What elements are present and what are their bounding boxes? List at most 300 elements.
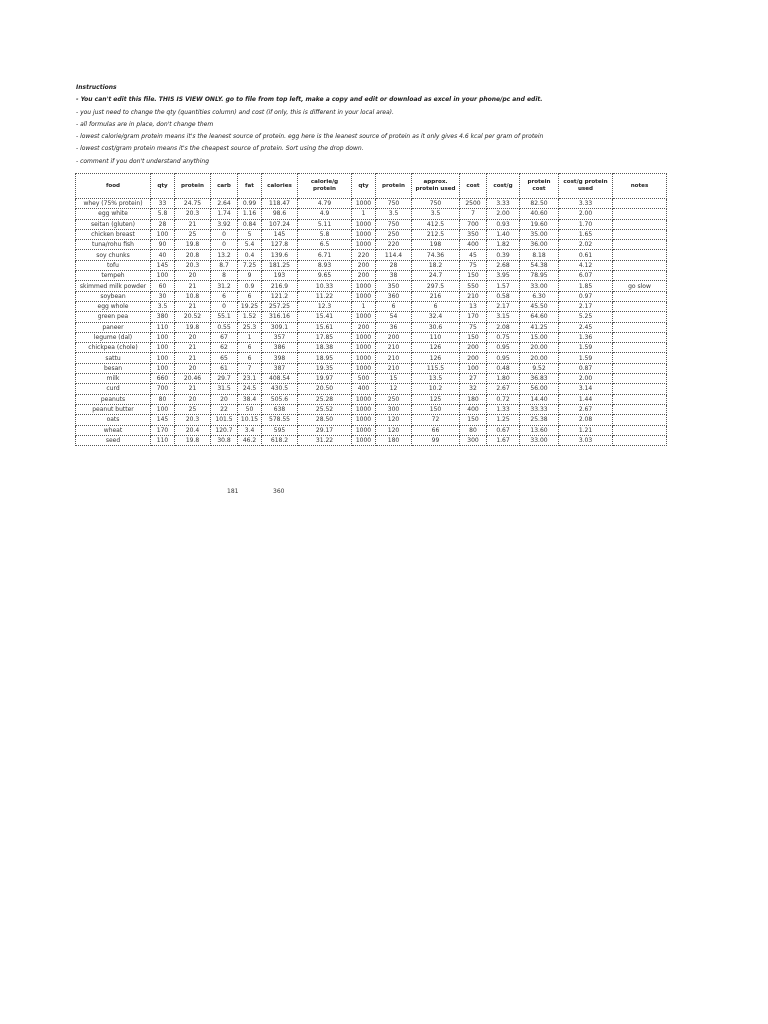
table-cell[interactable]: 25.28 (298, 394, 352, 404)
table-cell[interactable]: 20 (175, 332, 211, 342)
table-cell[interactable]: 74.36 (412, 250, 460, 260)
table-cell[interactable]: 20.8 (175, 250, 211, 260)
table-cell[interactable]: 2.68 (487, 260, 520, 270)
table-cell[interactable]: 0.61 (559, 250, 613, 260)
table-cell[interactable]: 38.4 (238, 394, 262, 404)
table-cell[interactable]: 19.8 (175, 240, 211, 250)
column-header[interactable]: fat (238, 174, 262, 199)
table-cell[interactable]: 0.55 (211, 322, 238, 332)
table-cell[interactable]: 200 (352, 271, 376, 281)
table-cell[interactable]: 100 (151, 271, 175, 281)
table-cell[interactable]: 220 (352, 250, 376, 260)
table-cell[interactable] (613, 353, 667, 363)
column-header[interactable]: cost/g protein used (559, 174, 613, 199)
table-cell[interactable]: 100 (460, 363, 487, 373)
table-cell[interactable] (613, 250, 667, 260)
table-cell[interactable]: 3.92 (211, 219, 238, 229)
table-cell[interactable]: 1000 (352, 312, 376, 322)
table-cell[interactable]: 1000 (352, 394, 376, 404)
table-cell[interactable]: 1 (352, 209, 376, 219)
table-cell[interactable]: tofu (76, 260, 151, 270)
table-cell[interactable]: soybean (76, 291, 151, 301)
table-cell[interactable]: 2.17 (487, 301, 520, 311)
table-cell[interactable]: 2.00 (559, 374, 613, 384)
table-cell[interactable]: 700 (460, 219, 487, 229)
table-cell[interactable]: 0.95 (487, 353, 520, 363)
table-cell[interactable] (613, 291, 667, 301)
table-cell[interactable]: 638 (262, 404, 298, 414)
table-cell[interactable]: 5.8 (298, 229, 352, 239)
table-cell[interactable]: 1.25 (487, 415, 520, 425)
table-cell[interactable]: 400 (460, 240, 487, 250)
table-cell[interactable]: 40 (151, 250, 175, 260)
table-cell[interactable]: 28.50 (298, 415, 352, 425)
table-cell[interactable]: 25 (175, 229, 211, 239)
table-cell[interactable]: 114.4 (376, 250, 412, 260)
table-cell[interactable]: 21 (175, 281, 211, 291)
table-cell[interactable]: soy chunks (76, 250, 151, 260)
table-cell[interactable] (613, 322, 667, 332)
table-cell[interactable]: 9.65 (298, 271, 352, 281)
table-cell[interactable]: 350 (376, 281, 412, 291)
table-cell[interactable]: 19.60 (520, 219, 559, 229)
table-cell[interactable]: 56.00 (520, 384, 559, 394)
table-cell[interactable]: 4.12 (559, 260, 613, 270)
table-cell[interactable]: 62 (211, 343, 238, 353)
table-cell[interactable]: milk (76, 374, 151, 384)
table-cell[interactable]: 1.67 (487, 435, 520, 445)
table-cell[interactable]: 1.52 (238, 312, 262, 322)
table-cell[interactable]: 1.74 (211, 209, 238, 219)
table-cell[interactable]: 5.25 (559, 312, 613, 322)
table-cell[interactable]: 7.25 (238, 260, 262, 270)
table-cell[interactable]: skimmed milk powder (76, 281, 151, 291)
table-cell[interactable]: 216 (412, 291, 460, 301)
table-cell[interactable]: 7 (460, 209, 487, 219)
table-cell[interactable]: 212.5 (412, 229, 460, 239)
table-cell[interactable]: 21 (175, 343, 211, 353)
table-cell[interactable]: 15.00 (520, 332, 559, 342)
table-cell[interactable]: seitan (gluten) (76, 219, 151, 229)
table-cell[interactable]: 1000 (352, 229, 376, 239)
table-cell[interactable] (613, 363, 667, 373)
table-cell[interactable]: 12.3 (298, 301, 352, 311)
table-cell[interactable]: peanuts (76, 394, 151, 404)
table-cell[interactable]: 30.8 (211, 435, 238, 445)
table-cell[interactable]: 0.97 (559, 291, 613, 301)
table-cell[interactable] (613, 332, 667, 342)
table-cell[interactable]: 1000 (352, 343, 376, 353)
table-cell[interactable]: 2.02 (559, 240, 613, 250)
table-cell[interactable]: green pea (76, 312, 151, 322)
table-cell[interactable]: 12 (376, 384, 412, 394)
table-cell[interactable]: 3.5 (412, 209, 460, 219)
table-cell[interactable]: 101.5 (211, 415, 238, 425)
table-cell[interactable]: 110 (412, 332, 460, 342)
table-cell[interactable]: 3.14 (559, 384, 613, 394)
table-cell[interactable]: 357 (262, 332, 298, 342)
column-header[interactable]: qty (151, 174, 175, 199)
table-cell[interactable] (613, 435, 667, 445)
table-cell[interactable]: 200 (376, 332, 412, 342)
table-cell[interactable]: 430.5 (262, 384, 298, 394)
column-header[interactable]: calories (262, 174, 298, 199)
table-cell[interactable]: 145 (151, 260, 175, 270)
table-cell[interactable]: 181.25 (262, 260, 298, 270)
table-cell[interactable]: 200 (352, 260, 376, 270)
table-cell[interactable]: 180 (376, 435, 412, 445)
table-cell[interactable]: 20.3 (175, 415, 211, 425)
table-cell[interactable]: 3.4 (238, 425, 262, 435)
table-cell[interactable]: 125 (412, 394, 460, 404)
table-cell[interactable]: 5.11 (298, 219, 352, 229)
table-cell[interactable] (613, 229, 667, 239)
table-cell[interactable]: 100 (151, 404, 175, 414)
table-cell[interactable]: 0.9 (238, 281, 262, 291)
table-cell[interactable]: 20.46 (175, 374, 211, 384)
table-cell[interactable]: 595 (262, 425, 298, 435)
table-cell[interactable]: peanut butter (76, 404, 151, 414)
table-cell[interactable]: 8.7 (211, 260, 238, 270)
table-cell[interactable]: 120 (376, 425, 412, 435)
table-cell[interactable]: 13.5 (412, 374, 460, 384)
table-cell[interactable]: 78.95 (520, 271, 559, 281)
table-cell[interactable]: 2500 (460, 199, 487, 209)
table-cell[interactable]: 45 (460, 250, 487, 260)
table-cell[interactable]: 18.2 (412, 260, 460, 270)
table-cell[interactable]: 387 (262, 363, 298, 373)
table-cell[interactable]: 5.8 (151, 209, 175, 219)
table-cell[interactable]: 150 (460, 271, 487, 281)
table-cell[interactable]: 30 (151, 291, 175, 301)
table-cell[interactable]: 21 (175, 384, 211, 394)
table-cell[interactable]: 31.22 (298, 435, 352, 445)
table-cell[interactable]: 7 (238, 363, 262, 373)
table-cell[interactable]: 4.9 (298, 209, 352, 219)
table-cell[interactable]: whey (75% protein) (76, 199, 151, 209)
table-cell[interactable]: 31.2 (211, 281, 238, 291)
table-cell[interactable]: 4.79 (298, 199, 352, 209)
table-cell[interactable]: tempeh (76, 271, 151, 281)
table-cell[interactable]: 90 (151, 240, 175, 250)
table-cell[interactable]: tuna/rohu fish (76, 240, 151, 250)
table-cell[interactable]: 1.44 (559, 394, 613, 404)
table-cell[interactable]: 1000 (352, 363, 376, 373)
table-cell[interactable]: 17.85 (298, 332, 352, 342)
column-header[interactable]: calorie/g protein (298, 174, 352, 199)
table-cell[interactable]: 32 (460, 384, 487, 394)
table-cell[interactable]: 25.38 (520, 415, 559, 425)
table-cell[interactable]: 38 (376, 271, 412, 281)
table-cell[interactable]: 1000 (352, 404, 376, 414)
table-cell[interactable]: 80 (151, 394, 175, 404)
table-cell[interactable]: 6 (376, 301, 412, 311)
table-cell[interactable]: 46.2 (238, 435, 262, 445)
table-cell[interactable]: 1.59 (559, 343, 613, 353)
table-cell[interactable]: 250 (376, 229, 412, 239)
table-cell[interactable]: 6 (211, 291, 238, 301)
table-cell[interactable]: 3.03 (559, 435, 613, 445)
table-cell[interactable]: 3.15 (487, 312, 520, 322)
table-cell[interactable]: 72 (412, 415, 460, 425)
table-cell[interactable]: 66 (412, 425, 460, 435)
table-cell[interactable]: 32.4 (412, 312, 460, 322)
table-cell[interactable]: 297.5 (412, 281, 460, 291)
table-cell[interactable]: 29.7 (211, 374, 238, 384)
table-cell[interactable]: 6.71 (298, 250, 352, 260)
table-cell[interactable]: 2.17 (559, 301, 613, 311)
table-cell[interactable]: 2.08 (559, 415, 613, 425)
table-cell[interactable] (613, 343, 667, 353)
table-cell[interactable]: 6 (238, 291, 262, 301)
table-cell[interactable]: chickpea (chole) (76, 343, 151, 353)
table-cell[interactable]: 2.00 (487, 209, 520, 219)
table-cell[interactable]: 6.07 (559, 271, 613, 281)
table-cell[interactable] (613, 312, 667, 322)
table-cell[interactable]: 110 (151, 322, 175, 332)
table-cell[interactable]: 210 (376, 363, 412, 373)
column-header[interactable]: protein cost (520, 174, 559, 199)
table-cell[interactable]: 0.4 (238, 250, 262, 260)
table-cell[interactable]: 2.45 (559, 322, 613, 332)
table-cell[interactable]: 22 (211, 404, 238, 414)
table-cell[interactable]: 20 (175, 271, 211, 281)
table-cell[interactable]: 1.36 (559, 332, 613, 342)
table-cell[interactable]: 1000 (352, 332, 376, 342)
table-cell[interactable]: 25.3 (238, 322, 262, 332)
table-cell[interactable]: 1.85 (559, 281, 613, 291)
table-cell[interactable]: 750 (412, 199, 460, 209)
table-cell[interactable] (613, 384, 667, 394)
table-cell[interactable]: 316.16 (262, 312, 298, 322)
table-cell[interactable]: 210 (376, 353, 412, 363)
table-cell[interactable] (613, 394, 667, 404)
table-cell[interactable]: 13.2 (211, 250, 238, 260)
table-cell[interactable]: 45.50 (520, 301, 559, 311)
table-cell[interactable]: 31.5 (211, 384, 238, 394)
table-cell[interactable]: 400 (460, 404, 487, 414)
table-cell[interactable]: 13 (460, 301, 487, 311)
table-cell[interactable]: 505.6 (262, 394, 298, 404)
table-cell[interactable]: 23.1 (238, 374, 262, 384)
table-cell[interactable]: 19.97 (298, 374, 352, 384)
table-cell[interactable]: legume (dal) (76, 332, 151, 342)
table-cell[interactable]: 1000 (352, 425, 376, 435)
column-header[interactable]: food (76, 174, 151, 199)
table-cell[interactable]: 1000 (352, 281, 376, 291)
table-cell[interactable] (613, 260, 667, 270)
table-cell[interactable]: 1.16 (238, 209, 262, 219)
table-cell[interactable]: 11.22 (298, 291, 352, 301)
table-cell[interactable]: 0.93 (487, 219, 520, 229)
table-cell[interactable]: 500 (352, 374, 376, 384)
table-cell[interactable]: 6 (238, 353, 262, 363)
table-cell[interactable]: 5 (238, 229, 262, 239)
table-cell[interactable]: 15.41 (298, 312, 352, 322)
table-cell[interactable]: seed (76, 435, 151, 445)
table-cell[interactable]: 110 (151, 435, 175, 445)
table-cell[interactable]: 8.93 (298, 260, 352, 270)
table-cell[interactable]: 660 (151, 374, 175, 384)
table-cell[interactable]: 24.5 (238, 384, 262, 394)
table-cell[interactable]: 33.00 (520, 281, 559, 291)
table-cell[interactable]: 0.95 (487, 343, 520, 353)
table-cell[interactable]: 18.95 (298, 353, 352, 363)
table-cell[interactable]: 36.00 (520, 240, 559, 250)
table-cell[interactable]: 24.7 (412, 271, 460, 281)
table-cell[interactable]: 28 (376, 260, 412, 270)
table-cell[interactable]: 20 (175, 363, 211, 373)
table-cell[interactable]: 10.33 (298, 281, 352, 291)
table-cell[interactable]: 20.00 (520, 353, 559, 363)
table-cell[interactable]: 10.8 (175, 291, 211, 301)
table-cell[interactable]: 1 (238, 332, 262, 342)
table-cell[interactable]: 0 (211, 240, 238, 250)
table-cell[interactable]: 107.24 (262, 219, 298, 229)
table-cell[interactable]: 75 (460, 322, 487, 332)
table-cell[interactable]: 60 (151, 281, 175, 291)
table-cell[interactable]: 198 (412, 240, 460, 250)
table-cell[interactable]: 18.38 (298, 343, 352, 353)
table-cell[interactable]: 54 (376, 312, 412, 322)
table-cell[interactable]: 33 (151, 199, 175, 209)
table-cell[interactable]: 6 (412, 301, 460, 311)
table-cell[interactable]: 0.39 (487, 250, 520, 260)
table-cell[interactable]: 98.6 (262, 209, 298, 219)
table-cell[interactable]: 386 (262, 343, 298, 353)
table-cell[interactable]: 30.6 (412, 322, 460, 332)
table-cell[interactable]: 29.17 (298, 425, 352, 435)
table-cell[interactable]: 3.95 (487, 271, 520, 281)
table-cell[interactable]: 300 (376, 404, 412, 414)
table-cell[interactable]: 99 (412, 435, 460, 445)
table-cell[interactable]: 118.47 (262, 199, 298, 209)
table-cell[interactable]: 28 (151, 219, 175, 229)
table-cell[interactable]: 145 (262, 229, 298, 239)
table-cell[interactable]: 0.99 (238, 199, 262, 209)
column-header[interactable]: protein (175, 174, 211, 199)
table-cell[interactable]: 41.25 (520, 322, 559, 332)
table-cell[interactable]: 300 (460, 435, 487, 445)
table-cell[interactable] (613, 415, 667, 425)
table-cell[interactable]: 1000 (352, 199, 376, 209)
table-cell[interactable]: 100 (151, 332, 175, 342)
table-cell[interactable]: 126 (412, 343, 460, 353)
table-cell[interactable]: 1.82 (487, 240, 520, 250)
table-cell[interactable]: 408.54 (262, 374, 298, 384)
table-cell[interactable]: 67 (211, 332, 238, 342)
table-cell[interactable]: 9.52 (520, 363, 559, 373)
table-cell[interactable]: 6.30 (520, 291, 559, 301)
table-cell[interactable]: 120.7 (211, 425, 238, 435)
table-cell[interactable]: 8.18 (520, 250, 559, 260)
table-cell[interactable] (613, 425, 667, 435)
table-cell[interactable]: 19.35 (298, 363, 352, 373)
table-cell[interactable] (613, 219, 667, 229)
table-cell[interactable]: 127.8 (262, 240, 298, 250)
table-cell[interactable]: 1000 (352, 219, 376, 229)
table-cell[interactable]: 33.00 (520, 435, 559, 445)
table-cell[interactable]: 750 (376, 199, 412, 209)
table-cell[interactable]: 10.2 (412, 384, 460, 394)
table-cell[interactable]: 150 (460, 415, 487, 425)
table-cell[interactable]: egg whole (76, 301, 151, 311)
column-header[interactable]: cost/g (487, 174, 520, 199)
table-cell[interactable]: 35.00 (520, 229, 559, 239)
table-cell[interactable]: 100 (151, 229, 175, 239)
table-cell[interactable]: 1.40 (487, 229, 520, 239)
table-cell[interactable]: 1000 (352, 291, 376, 301)
table-cell[interactable]: 700 (151, 384, 175, 394)
table-cell[interactable]: 1000 (352, 415, 376, 425)
table-cell[interactable]: 1 (352, 301, 376, 311)
table-cell[interactable]: 309.1 (262, 322, 298, 332)
table-cell[interactable]: paneer (76, 322, 151, 332)
table-cell[interactable]: 80 (460, 425, 487, 435)
table-cell[interactable]: 25.52 (298, 404, 352, 414)
table-cell[interactable]: chicken breast (76, 229, 151, 239)
table-cell[interactable]: 257.25 (262, 301, 298, 311)
column-header[interactable]: notes (613, 174, 667, 199)
table-cell[interactable]: 20.3 (175, 209, 211, 219)
table-cell[interactable]: 6 (238, 343, 262, 353)
column-header[interactable]: cost (460, 174, 487, 199)
table-cell[interactable]: 380 (151, 312, 175, 322)
table-cell[interactable]: 1000 (352, 435, 376, 445)
table-cell[interactable]: 1.65 (559, 229, 613, 239)
table-cell[interactable]: 6.5 (298, 240, 352, 250)
table-cell[interactable]: 20.52 (175, 312, 211, 322)
table-cell[interactable]: 618.2 (262, 435, 298, 445)
table-cell[interactable]: 14.40 (520, 394, 559, 404)
table-cell[interactable]: 1.59 (559, 353, 613, 363)
table-cell[interactable]: 0.75 (487, 332, 520, 342)
table-cell[interactable]: 1.33 (487, 404, 520, 414)
table-cell[interactable]: 1000 (352, 240, 376, 250)
table-cell[interactable]: 3.33 (487, 199, 520, 209)
table-cell[interactable]: 36 (376, 322, 412, 332)
table-cell[interactable]: egg white (76, 209, 151, 219)
table-cell[interactable]: 10.15 (238, 415, 262, 425)
table-cell[interactable]: 200 (460, 343, 487, 353)
table-cell[interactable]: 210 (460, 291, 487, 301)
table-cell[interactable]: wheat (76, 425, 151, 435)
table-cell[interactable]: 0 (211, 229, 238, 239)
table-cell[interactable]: 20 (175, 394, 211, 404)
table-cell[interactable]: 200 (352, 322, 376, 332)
table-cell[interactable] (613, 240, 667, 250)
table-cell[interactable]: 24.75 (175, 199, 211, 209)
column-header[interactable]: approx. protein used (412, 174, 460, 199)
table-cell[interactable]: 150 (412, 404, 460, 414)
table-cell[interactable]: 100 (151, 343, 175, 353)
table-cell[interactable]: 27 (460, 374, 487, 384)
column-header[interactable]: carb (211, 174, 238, 199)
table-cell[interactable]: curd (76, 384, 151, 394)
table-cell[interactable]: 139.6 (262, 250, 298, 260)
table-cell[interactable]: sattu (76, 353, 151, 363)
table-cell[interactable]: 220 (376, 240, 412, 250)
table-cell[interactable]: oats (76, 415, 151, 425)
table-cell[interactable]: 0.48 (487, 363, 520, 373)
table-cell[interactable]: 1.21 (559, 425, 613, 435)
table-cell[interactable]: 21 (175, 353, 211, 363)
table-cell[interactable]: 1.80 (487, 374, 520, 384)
table-cell[interactable]: 2.67 (559, 404, 613, 414)
table-cell[interactable]: 145 (151, 415, 175, 425)
table-cell[interactable]: 398 (262, 353, 298, 363)
table-cell[interactable]: 54.38 (520, 260, 559, 270)
